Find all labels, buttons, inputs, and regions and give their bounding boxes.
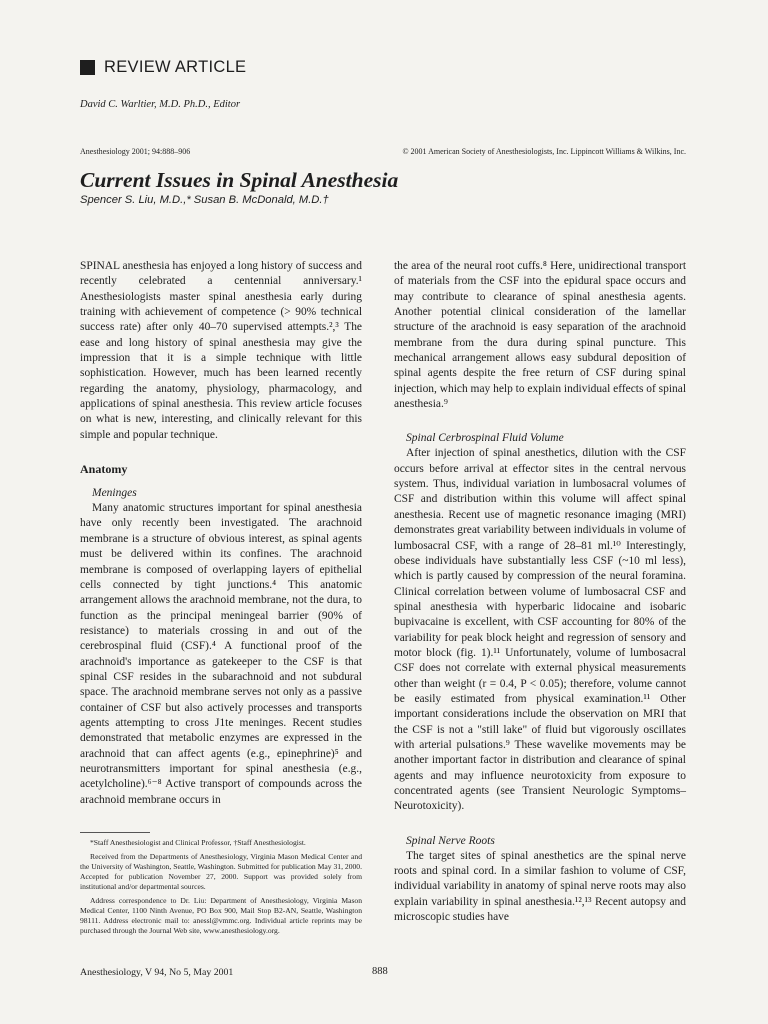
copyright-line: © 2001 American Society of Anesthesiologists, Inc. Lippincott Williams & Wilkins, Inc. [402,147,686,156]
body-paragraph: Many anatomic structures important for spinal anesthesia have only recently been investigated. The arachnoid membrane is a structure of obvious interest, as spinal agents must be delivered within its confines. The arachnoid membrane is composed of overlapping layers of epithelial cells connected by tight junctions.⁴ This anatomic arrangement allows the arachnoid membrane, not the dura, to function as the principal meningeal barrier (90% of resistance) to materials crossing in and out of the cerebrospinal fluid (CSF).⁴ A functional proof of the arachnoid's importance as gatekeeper to the CSF is that spinal CSF resides in the subarachnoid and not subdural space. The arachnoid membrane serves not only as a passive container of CSF but also actively processes and transports agents attempting to cross J1te meninges. Recent studies demonstrated that metabolic enzymes are expressed in the arachnoid that can affect agents (e.g., epinephrine)⁵ and neurotransmitters important for spinal anesthesia (e.g., acetylcholine).⁶⁻⁸ Active transport of compounds across the arachnoid membrane occurs in [80,502,362,806]
citation-line: Anesthesiology 2001; 94:888–906 [80,147,191,156]
footnotes [80,838,362,940]
footnote-received: Received from the Departments of Anesthesiology, Virginia Mason Medical Center and the University of Washington, Seattle, Washington. Submitted for publication May 31, 2000. Accepted for publication November 27, 2000. Support was provided solely from institutional and/or departmental sources. [80,852,362,891]
subheading-meninges: Meninges [92,487,137,500]
subheading-csf-volume: Spinal Cerbrospinal Fluid Volume [406,432,564,445]
section-label: REVIEW ARTICLE [104,57,247,76]
author-list: Spencer S. Liu, M.D.,* Susan B. McDonald, M.D.† [80,194,329,206]
left-column [80,259,362,808]
page-number: 888 [372,966,388,977]
footnote-divider [80,832,150,833]
body-paragraph: After injection of spinal anesthetics, dilution with the CSF occurs before arrival at effector sites in the central nervous system. Thus, individual variation in lumbosacral volumes of CSF and distribution within this volume will affect spinal anesthesia. Recent use of magnetic resonance imaging (MRI) demonstrates great variability between individuals in volume of lumbosacral CSF, with a range of 28–81 ml.¹⁰ Interestingly, obese individuals have substantially less CSF (~10 ml less), which is partly caused by compression of the neural foramina. Clinical correlation between volume of lumbosacral CSF and spinal anesthesia with hyperbaric lidocaine and isobaric bupivacaine is excellent, with CSF accounting for 80% of the variability for peak block height and regression of sensory and motor block (fig. 1).¹¹ Unfortunately, volume of lumbosacral CSF does not correlate with external physical measurements other than weight (r = 0.4, P < 0.05); therefore, volume cannot be easily estimated from physical examination.¹¹ Other important considerations include the observation on MRI that the CSF is not a "still lake" of fluid but vigorously oscillates with arterial pulsations.⁹ These wavelike movements may be another important factor in distribution and clearance of spinal agents and may influence neurotoxicity from exposure to concentrated agents (see Transient Neurologic Symptoms–Neurotoxicity). [394,447,686,813]
right-column [394,259,686,925]
square-bullet-icon [80,60,95,75]
footnote-correspondence: Address correspondence to Dr. Liu: Department of Anesthesiology, Virginia Mason Medical Center, 1100 Ninth Avenue, PO Box 900, Mail Stop B2-AN, Seattle, Washington 98111. Address electronic mail to: anessl@vmmc.org. Individual article reprints may be purchased through the Journal Web site, www.anesthesiology.org. [80,896,362,935]
subheading-nerve-roots: Spinal Nerve Roots [406,834,495,847]
section-header [80,57,246,77]
intro-paragraph: SPINAL anesthesia has enjoyed a long history of success and recently celebrated a centennial anniversary.¹ Anesthesiologists master spinal anesthesia early during training with achievement of competence (> 90% technical success rate) after only 40–70 supervised attempts.²,³ The ease and long history of spinal anesthesia may give the impression that it is a simple technique with little sophistication. However, much has been learned recently regarding the anatomy, physiology, pharmacology, and applications of spinal anesthesia. This review article focuses on what is new, interesting, and clinically relevant for this simple and popular technique. [80,260,362,441]
editor-line: David C. Warltier, M.D. Ph.D., Editor [80,99,241,110]
section-heading-anatomy: Anatomy [80,462,128,477]
journal-footer: Anesthesiology, V 94, No 5, May 2001 [80,967,234,978]
article-title: Current Issues in Spinal Anesthesia [80,168,399,192]
footnote-affiliations: *Staff Anesthesiologist and Clinical Professor, †Staff Anesthesiologist. [90,838,306,847]
body-paragraph: The target sites of spinal anesthetics are the spinal nerve roots and spinal cord. In a similar fashion to volume of CSF, individual variability in anatomy of spinal nerve roots may also explain variability in spinal anesthesia.¹²,¹³ Recent autopsy and microscopic studies have [394,849,686,924]
body-paragraph: the area of the neural root cuffs.⁸ Here, unidirectional transport of materials from the CSF into the epidural space occurs and may contribute to clearance of spinal anesthesia agents. Another potential clinical consideration of the lamellar structure of the arachnoid is easy separation of the arachnoid membrane from the dura during spinal puncture. This mechanical arrangement allows easy subdural deposition of spinal agents despite the free return of CSF during spinal injection, which may help to explain individual effects of spinal anesthesia.⁹ [394,260,687,411]
